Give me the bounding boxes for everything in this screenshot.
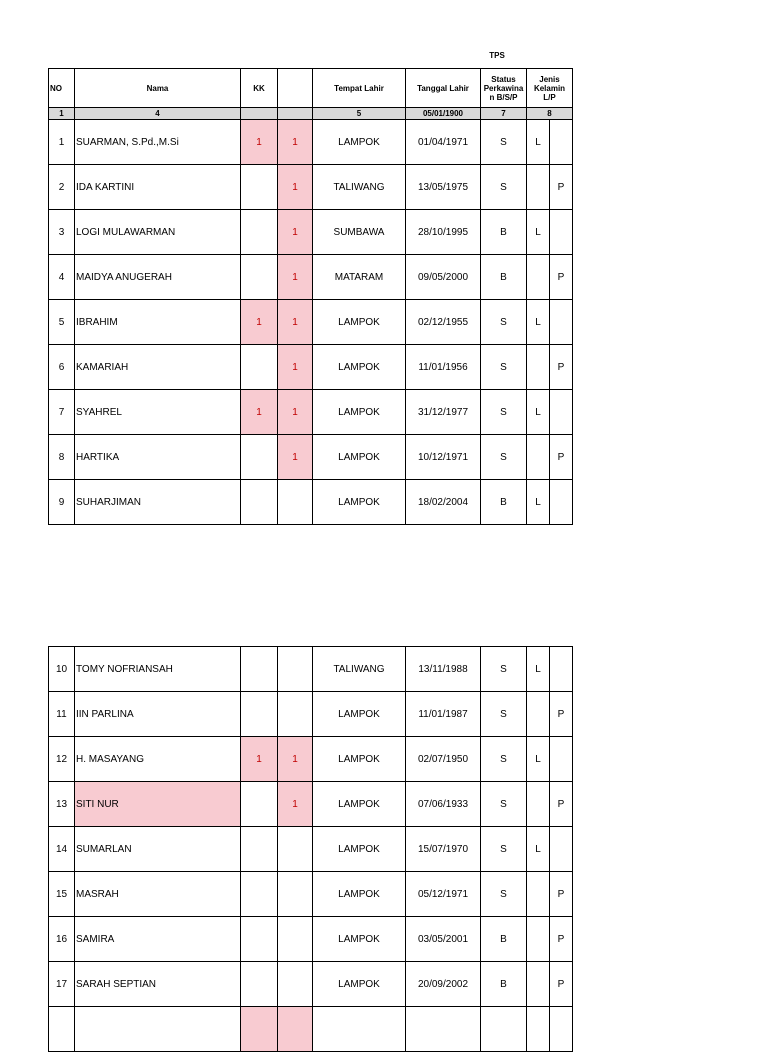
cell-tanggal-lahir: 11/01/1987 bbox=[406, 692, 481, 737]
cell-nama: LOGI MULAWARMAN bbox=[75, 210, 241, 255]
table-row bbox=[49, 737, 573, 782]
colnum-status: 7 bbox=[481, 108, 527, 120]
cell-tempat-lahir: TALIWANG bbox=[313, 165, 406, 210]
header-tanggal-lahir: Tanggal Lahir bbox=[406, 69, 481, 108]
header-nama: Nama bbox=[75, 69, 241, 108]
cell-nama: SUMARLAN bbox=[75, 827, 241, 872]
cell-tempat-lahir: LAMPOK bbox=[313, 480, 406, 525]
cell-kk bbox=[241, 165, 278, 210]
cell-status: S bbox=[481, 435, 527, 480]
cell-nama: MAIDYA ANUGERAH bbox=[75, 255, 241, 300]
cell-tempat-lahir: LAMPOK bbox=[313, 345, 406, 390]
table-row bbox=[49, 255, 573, 300]
cell-status: S bbox=[481, 165, 527, 210]
cell-jk-l bbox=[527, 872, 550, 917]
cell-mark bbox=[278, 872, 313, 917]
cell-nama: KAMARIAH bbox=[75, 345, 241, 390]
cell-jk-l: L bbox=[527, 210, 550, 255]
colnum-kk bbox=[241, 108, 278, 120]
cell-nama bbox=[75, 1007, 241, 1052]
cell-no: 10 bbox=[49, 647, 75, 692]
cell-status: S bbox=[481, 827, 527, 872]
cell-no: 1 bbox=[49, 120, 75, 165]
cell-jk-p bbox=[550, 210, 573, 255]
cell-status: B bbox=[481, 917, 527, 962]
cell-nama: MASRAH bbox=[75, 872, 241, 917]
header-status-perkawinan: Status Perkawina n B/S/P bbox=[481, 69, 527, 108]
cell-jk-p: P bbox=[550, 345, 573, 390]
tps-label: TPS bbox=[489, 51, 505, 60]
cell-mark bbox=[278, 962, 313, 1007]
cell-kk bbox=[241, 1007, 278, 1052]
cell-no: 16 bbox=[49, 917, 75, 962]
table-row bbox=[49, 120, 573, 165]
cell-tanggal-lahir: 03/05/2001 bbox=[406, 917, 481, 962]
table-row bbox=[49, 390, 573, 435]
cell-nama: IDA KARTINI bbox=[75, 165, 241, 210]
cell-mark: 1 bbox=[278, 300, 313, 345]
cell-no: 15 bbox=[49, 872, 75, 917]
table-row bbox=[49, 435, 573, 480]
cell-tempat-lahir: LAMPOK bbox=[313, 692, 406, 737]
table-row bbox=[49, 480, 573, 525]
cell-jk-p bbox=[550, 1007, 573, 1052]
cell-tempat-lahir: TALIWANG bbox=[313, 647, 406, 692]
colnum-nama: 4 bbox=[75, 108, 241, 120]
cell-no: 6 bbox=[49, 345, 75, 390]
cell-status: S bbox=[481, 737, 527, 782]
cell-tempat-lahir: LAMPOK bbox=[313, 782, 406, 827]
cell-kk bbox=[241, 255, 278, 300]
cell-tempat-lahir: LAMPOK bbox=[313, 435, 406, 480]
cell-jk-p: P bbox=[550, 962, 573, 1007]
column-number-row bbox=[49, 108, 573, 120]
cell-jk-l: L bbox=[527, 390, 550, 435]
cell-tanggal-lahir: 02/12/1955 bbox=[406, 300, 481, 345]
cell-kk bbox=[241, 480, 278, 525]
cell-jk-p: P bbox=[550, 435, 573, 480]
cell-tempat-lahir: LAMPOK bbox=[313, 390, 406, 435]
cell-tanggal-lahir: 18/02/2004 bbox=[406, 480, 481, 525]
colnum-jk: 8 bbox=[527, 108, 573, 120]
cell-nama: SUHARJIMAN bbox=[75, 480, 241, 525]
cell-status: B bbox=[481, 255, 527, 300]
voter-table-page-2 bbox=[48, 646, 573, 1052]
cell-tanggal-lahir: 11/01/1956 bbox=[406, 345, 481, 390]
cell-jk-l: L bbox=[527, 300, 550, 345]
table-row bbox=[49, 827, 573, 872]
header-blank bbox=[278, 69, 313, 108]
cell-tempat-lahir: MATARAM bbox=[313, 255, 406, 300]
cell-jk-p bbox=[550, 827, 573, 872]
cell-nama: SUARMAN, S.Pd.,M.Si bbox=[75, 120, 241, 165]
cell-tanggal-lahir: 05/12/1971 bbox=[406, 872, 481, 917]
cell-no: 13 bbox=[49, 782, 75, 827]
cell-no: 3 bbox=[49, 210, 75, 255]
cell-mark: 1 bbox=[278, 737, 313, 782]
cell-jk-l bbox=[527, 255, 550, 300]
cell-mark: 1 bbox=[278, 210, 313, 255]
cell-mark bbox=[278, 917, 313, 962]
cell-kk: 1 bbox=[241, 120, 278, 165]
cell-mark: 1 bbox=[278, 165, 313, 210]
cell-mark bbox=[278, 647, 313, 692]
table-row bbox=[49, 647, 573, 692]
cell-status: S bbox=[481, 872, 527, 917]
cell-status: S bbox=[481, 390, 527, 435]
cell-kk bbox=[241, 647, 278, 692]
cell-status: B bbox=[481, 962, 527, 1007]
cell-kk: 1 bbox=[241, 390, 278, 435]
cell-tempat-lahir: LAMPOK bbox=[313, 827, 406, 872]
cell-nama: SARAH SEPTIAN bbox=[75, 962, 241, 1007]
cell-jk-l bbox=[527, 345, 550, 390]
cell-mark bbox=[278, 480, 313, 525]
cell-tanggal-lahir: 02/07/1950 bbox=[406, 737, 481, 782]
cell-kk bbox=[241, 345, 278, 390]
table-row bbox=[49, 692, 573, 737]
cell-status: S bbox=[481, 300, 527, 345]
cell-jk-p: P bbox=[550, 255, 573, 300]
cell-jk-l: L bbox=[527, 827, 550, 872]
cell-mark: 1 bbox=[278, 782, 313, 827]
cell-tanggal-lahir: 07/06/1933 bbox=[406, 782, 481, 827]
cell-jk-l bbox=[527, 782, 550, 827]
cell-no: 12 bbox=[49, 737, 75, 782]
cell-mark: 1 bbox=[278, 255, 313, 300]
cell-mark bbox=[278, 1007, 313, 1052]
cell-jk-l bbox=[527, 692, 550, 737]
cell-status: B bbox=[481, 480, 527, 525]
voter-table-page-1 bbox=[48, 68, 573, 525]
cell-no: 9 bbox=[49, 480, 75, 525]
cell-mark: 1 bbox=[278, 345, 313, 390]
cell-kk bbox=[241, 872, 278, 917]
cell-jk-l: L bbox=[527, 480, 550, 525]
cell-kk: 1 bbox=[241, 737, 278, 782]
cell-jk-p bbox=[550, 737, 573, 782]
cell-jk-p bbox=[550, 480, 573, 525]
cell-no: 7 bbox=[49, 390, 75, 435]
cell-status bbox=[481, 1007, 527, 1052]
cell-tanggal-lahir: 13/05/1975 bbox=[406, 165, 481, 210]
cell-nama: SITI NUR bbox=[75, 782, 241, 827]
cell-status: S bbox=[481, 692, 527, 737]
cell-tanggal-lahir: 15/07/1970 bbox=[406, 827, 481, 872]
table-row bbox=[49, 872, 573, 917]
header-jenis-kelamin: Jenis Kelamin L/P bbox=[527, 69, 573, 108]
cell-tanggal-lahir: 01/04/1971 bbox=[406, 120, 481, 165]
cell-tanggal-lahir: 31/12/1977 bbox=[406, 390, 481, 435]
header-no: NO bbox=[49, 69, 75, 108]
cell-kk: 1 bbox=[241, 300, 278, 345]
cell-tanggal-lahir: 13/11/1988 bbox=[406, 647, 481, 692]
cell-kk bbox=[241, 827, 278, 872]
cell-jk-p: P bbox=[550, 872, 573, 917]
cell-nama: IIN PARLINA bbox=[75, 692, 241, 737]
colnum-no: 1 bbox=[49, 108, 75, 120]
cell-tempat-lahir: LAMPOK bbox=[313, 872, 406, 917]
cell-jk-l bbox=[527, 435, 550, 480]
cell-jk-l bbox=[527, 1007, 550, 1052]
table-row bbox=[49, 165, 573, 210]
cell-tanggal-lahir bbox=[406, 1007, 481, 1052]
header-kk: KK bbox=[241, 69, 278, 108]
header-row bbox=[49, 69, 573, 108]
cell-no: 17 bbox=[49, 962, 75, 1007]
cell-tempat-lahir: LAMPOK bbox=[313, 962, 406, 1007]
cell-jk-p: P bbox=[550, 782, 573, 827]
table-row bbox=[49, 300, 573, 345]
cell-nama: IBRAHIM bbox=[75, 300, 241, 345]
cell-jk-l bbox=[527, 917, 550, 962]
cell-jk-p bbox=[550, 120, 573, 165]
cell-nama: SAMIRA bbox=[75, 917, 241, 962]
cell-status: B bbox=[481, 210, 527, 255]
cell-nama: TOMY NOFRIANSAH bbox=[75, 647, 241, 692]
cell-jk-p: P bbox=[550, 917, 573, 962]
cell-kk bbox=[241, 917, 278, 962]
cell-tanggal-lahir: 20/09/2002 bbox=[406, 962, 481, 1007]
cell-jk-l bbox=[527, 962, 550, 1007]
cell-mark: 1 bbox=[278, 390, 313, 435]
table-row bbox=[49, 782, 573, 827]
cell-no bbox=[49, 1007, 75, 1052]
cell-kk bbox=[241, 782, 278, 827]
cell-kk bbox=[241, 692, 278, 737]
cell-jk-l: L bbox=[527, 120, 550, 165]
cell-jk-l: L bbox=[527, 647, 550, 692]
cell-no: 14 bbox=[49, 827, 75, 872]
cell-tanggal-lahir: 28/10/1995 bbox=[406, 210, 481, 255]
cell-jk-l bbox=[527, 165, 550, 210]
table-row bbox=[49, 962, 573, 1007]
cell-mark: 1 bbox=[278, 435, 313, 480]
colnum-tempat: 5 bbox=[313, 108, 406, 120]
colnum-tanggal: 05/01/1900 bbox=[406, 108, 481, 120]
cell-jk-p: P bbox=[550, 692, 573, 737]
cell-nama: SYAHREL bbox=[75, 390, 241, 435]
table-row bbox=[49, 1007, 573, 1052]
header-tempat-lahir: Tempat Lahir bbox=[313, 69, 406, 108]
cell-nama: H. MASAYANG bbox=[75, 737, 241, 782]
cell-tanggal-lahir: 10/12/1971 bbox=[406, 435, 481, 480]
cell-jk-p bbox=[550, 647, 573, 692]
cell-tempat-lahir: LAMPOK bbox=[313, 737, 406, 782]
cell-tempat-lahir: SUMBAWA bbox=[313, 210, 406, 255]
cell-tanggal-lahir: 09/05/2000 bbox=[406, 255, 481, 300]
cell-no: 8 bbox=[49, 435, 75, 480]
cell-status: S bbox=[481, 345, 527, 390]
cell-mark bbox=[278, 692, 313, 737]
cell-kk bbox=[241, 210, 278, 255]
cell-tempat-lahir: LAMPOK bbox=[313, 300, 406, 345]
cell-mark bbox=[278, 827, 313, 872]
table-row bbox=[49, 210, 573, 255]
cell-kk bbox=[241, 962, 278, 1007]
cell-tempat-lahir: LAMPOK bbox=[313, 917, 406, 962]
colnum-blank bbox=[278, 108, 313, 120]
cell-status: S bbox=[481, 782, 527, 827]
cell-jk-p: P bbox=[550, 165, 573, 210]
cell-tempat-lahir: LAMPOK bbox=[313, 120, 406, 165]
cell-no: 2 bbox=[49, 165, 75, 210]
cell-tempat-lahir bbox=[313, 1007, 406, 1052]
cell-kk bbox=[241, 435, 278, 480]
cell-status: S bbox=[481, 647, 527, 692]
cell-no: 5 bbox=[49, 300, 75, 345]
cell-mark: 1 bbox=[278, 120, 313, 165]
cell-no: 11 bbox=[49, 692, 75, 737]
cell-no: 4 bbox=[49, 255, 75, 300]
cell-status: S bbox=[481, 120, 527, 165]
cell-jk-l: L bbox=[527, 737, 550, 782]
cell-jk-p bbox=[550, 390, 573, 435]
table-row bbox=[49, 345, 573, 390]
cell-jk-p bbox=[550, 300, 573, 345]
table-row bbox=[49, 917, 573, 962]
cell-nama: HARTIKA bbox=[75, 435, 241, 480]
